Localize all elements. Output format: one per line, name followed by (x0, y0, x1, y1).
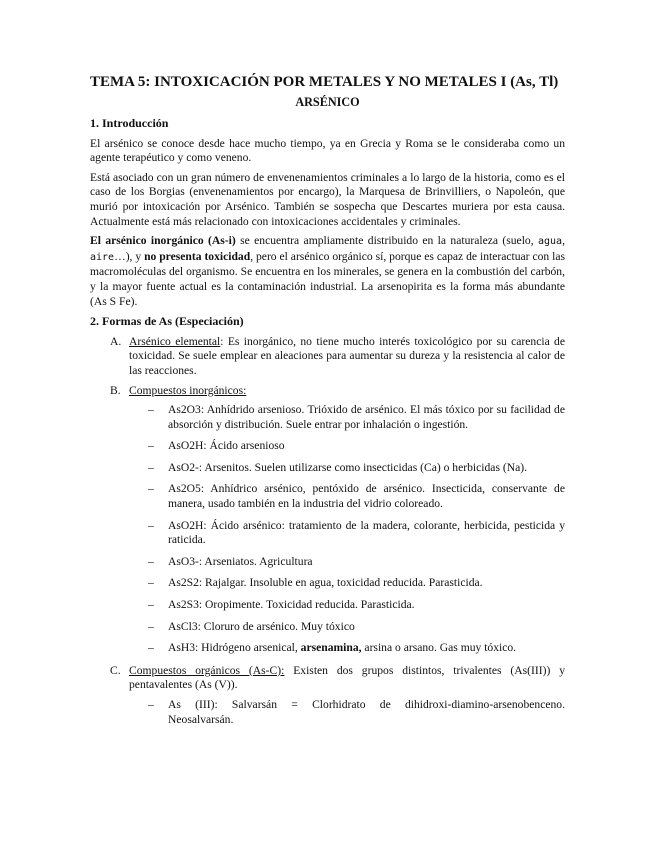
list-item: – As2S2: Rajalgar. Insoluble en agua, toxicidad reducida. Parasticida. (148, 576, 483, 590)
intro-paragraph-2: Está asociado con un gran número de envenenamientos criminales a lo largo de la historia, como es el caso de los Borgias (envenenamientos por encargo), la Marquesa de Brinvilliers, o Napoleón, que murió por intoxicación por Arsénico. También se sospecha que Descartes muriera por esta causa. Actualmente está más relacionado con intoxicaciones accidentales y criminales. (90, 170, 565, 228)
item-a-text: : Es inorgánico, no tiene mucho interés toxicológico por su carencia de toxicidad. Se suele emplear en aleaciones para aumentar su dureza y la resistencia al calor de las reacciones. (129, 334, 565, 377)
section-subtitle: ARSÉNICO (295, 95, 360, 109)
list-item: – As2O3: Anhídrido arsenioso. Trióxido de arsénico. El más tóxico por su facilidad de absorción y distribución. Suele entrar por inhalación o ingestión. (148, 403, 565, 431)
arsenamina-term: arsenamina, (300, 641, 362, 655)
list-item: – AsO3-: Arseniatos. Agricultura (148, 554, 313, 568)
document-page (90, 73, 565, 735)
inorganic-compounds-list (90, 403, 565, 656)
air-term: aire (90, 251, 115, 263)
document-title: TEMA 5: INTOXICACIÓN POR METALES Y NO METALES I (As, Tl) (90, 74, 559, 90)
section-1-heading: 1. Introducción (90, 116, 169, 130)
list-item: – AsCl3: Cloruro de arsénico. Muy tóxico (148, 619, 355, 633)
list-item: – As2O5: Anhídrico arsénico, pentóxido de arsénico. Insecticida, conservante de manera, usado también en la industria del vidrio coloreado. (148, 482, 565, 511)
item-c-text: Existen dos grupos distintos, trivalentes (As(III)) y pentavalentes (As (V)). (129, 663, 565, 692)
item-c-label: Compuestos orgánicos (As-C): (129, 663, 285, 677)
item-c-organic-compounds (90, 664, 565, 693)
list-item: – AsO2H: Ácido arsénico: tratamiento de la madera, colorante, herbicida, pesticida y raticida. (148, 518, 565, 547)
item-a-marker: A. (110, 334, 122, 348)
organic-compounds-list (90, 698, 565, 727)
item-c-marker: C. (110, 663, 121, 677)
item-a-label: Arsénico elemental (129, 334, 221, 348)
section-2-heading: 2. Formas de As (Especiación) (90, 314, 244, 329)
list-item: – AsO2-: Arsenitos. Suelen utilizarse como insecticidas (Ca) o herbicidas (Na). (148, 460, 527, 474)
intro-paragraph-3: El arsénico inorgánico (As-i) se encuentra ampliamente distribuido en la naturaleza (suelo, agua, aire…), y no presenta toxicidad, pero el arsénico orgánico sí, porque es capaz de interactuar con las macromoléculas del organismo. Se encuentra en los minerales, se genera en la combustión del carbón, y la mayor fuente actual es la contaminación industrial. La arsenopirita es la forma más abundante (As S Fe). (90, 234, 565, 308)
item-b-marker: B. (110, 383, 121, 397)
inorganic-arsenic-term: El arsénico inorgánico (As-i) (90, 234, 236, 248)
item-b-inorganic-compounds (90, 384, 565, 399)
list-item: – AsH3: Hidrógeno arsenical, arsenamina, arsina o arsano. Gas muy tóxico. (148, 641, 517, 655)
list-item: – As (III): Salvarsán = Clorhidrato de dihidroxi-diamino-arsenobenceno. Neosalvarsán. (148, 698, 565, 726)
intro-paragraph-1: El arsénico se conoce desde hace mucho tiempo, ya en Grecia y Roma se le consideraba como un agente terapéutico y como veneno. (90, 136, 565, 165)
item-b-label: Compuestos inorgánicos: (129, 383, 247, 397)
item-a-elemental-arsenic (90, 335, 565, 379)
list-item: – As2S3: Oropimente. Toxicidad reducida. Parasticida. (148, 598, 415, 612)
water-term: agua (537, 236, 563, 248)
list-item: – AsO2H: Ácido arsenioso (148, 439, 285, 453)
no-toxicity-term: no presenta toxicidad (144, 249, 251, 263)
